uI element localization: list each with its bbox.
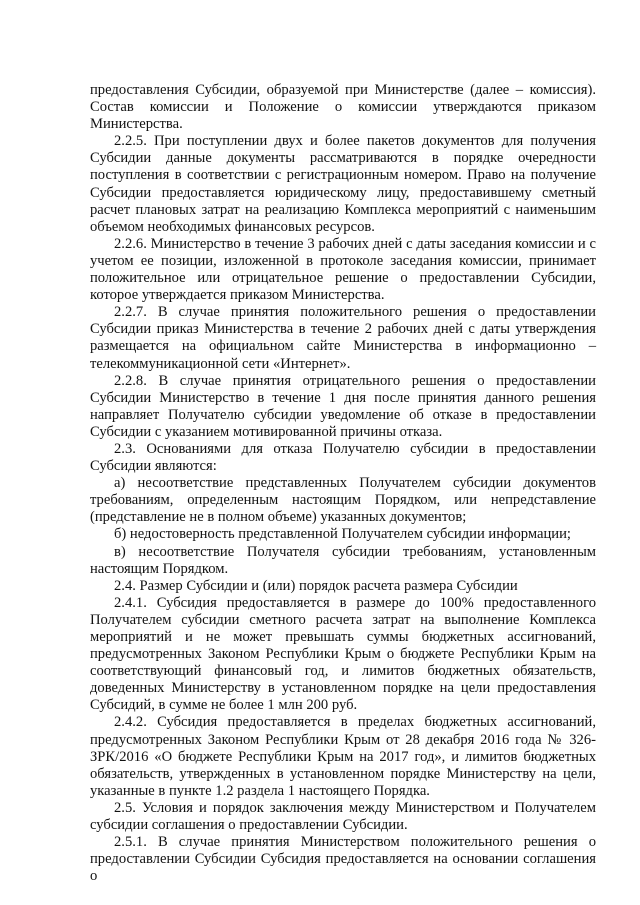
paragraph-2-4: 2.4. Размер Субсидии и (или) порядок расчета размера Субсидии [114, 577, 518, 594]
paragraph-2-4-2: 2.4.2. Субсидия предоставляется в пределах бюджетных ассигнований, предусмотренных Законом Республики Крым от 28 декабря 2016 года № 326-ЗРК/2016 «О бюджете Республики Крым на 2017 год», и лимитов бюджетных обязательств, утвержденных в установленном порядке Министерству на цели, указанные в пункте 1.2 раздела 1 настоящего Порядка. [90, 714, 596, 799]
paragraph-0: предоставления Субсидии, образуемой при Министерстве (далее – комиссия). Состав комиссии и Положение о комиссии утверждаются приказом Министерства. [90, 82, 596, 133]
paragraph-2-3-v: в) несоответствие Получателя субсидии требованиям, установленным настоящим Порядком. [90, 543, 596, 577]
paragraph-2-5: 2.5. Условия и порядок заключения между Министерством и Получателем субсидии соглашения о предоставлении Субсидии. [90, 799, 596, 834]
paragraph-2-4-1: 2.4.1. Субсидия предоставляется в размере до 100% предоставленного Получателем субсидии сметного расчета затрат на выполнение Комплекса мероприятий и не может превышать суммы бюджетных ассигнований, предусмотренных Законом Республики Крым о бюджете Республики Крым на соответствующий финансовый год, и лимитов бюджетных обязательств, доведенных Министерству в установленном порядке на цели предоставления Субсидий, в сумме не более 1 млн 200 руб. [90, 594, 596, 714]
paragraph-2-5-1: 2.5.1. В случае принятия Министерством положительного решения о предоставлении Субсидии Субсидия предоставляется на основании соглашения о [90, 834, 596, 885]
paragraph-2-2-5: 2.2.5. При поступлении двух и более пакетов документов для получения Субсидии данные документы рассматриваются в порядке очередности поступления в соответствии с регистрационным номером. Право на получение Субсидии предоставляется юридическому лицу, предоставившему сметный расчет плановых затрат на реализацию Комплекса мероприятий с наименьшим объемом необходимых финансовых ресурсов. [90, 133, 596, 235]
paragraph-2-3-b: б) недостоверность представленной Получателем субсидии информации; [114, 526, 571, 543]
document-body [90, 82, 596, 885]
paragraph-2-3: 2.3. Основаниями для отказа Получателю субсидии в предоставлении Субсидии являются: [90, 440, 596, 475]
paragraph-2-3-a: а) несоответствие представленных Получателем субсидии документов требованиям, определенным настоящим Порядком, или непредставление (представление не в полном объеме) указанных документов; [90, 475, 596, 526]
paragraph-2-2-8: 2.2.8. В случае принятия отрицательного решения о предоставлении Субсидии Министерство в течение 1 дня после принятия данного решения направляет Получателю субсидии уведомление об отказе в предоставлении Субсидии с указанием мотивированной причины отказа. [90, 372, 596, 440]
paragraph-2-2-6: 2.2.6. Министерство в течение 3 рабочих дней с даты заседания комиссии и с учетом ее позиции, изложенной в протоколе заседания комиссии, принимает положительное или отрицательное решение о предоставлении Субсидии, которое утверждается приказом Министерства. [90, 235, 596, 304]
paragraph-2-2-7: 2.2.7. В случае принятия положительного решения о предоставлении Субсидии приказ Министерства в течение 2 рабочих дней с даты утверждения размещается на официальном сайте Министерства в информационно – телекоммуникационной сети «Интернет». [90, 304, 596, 372]
